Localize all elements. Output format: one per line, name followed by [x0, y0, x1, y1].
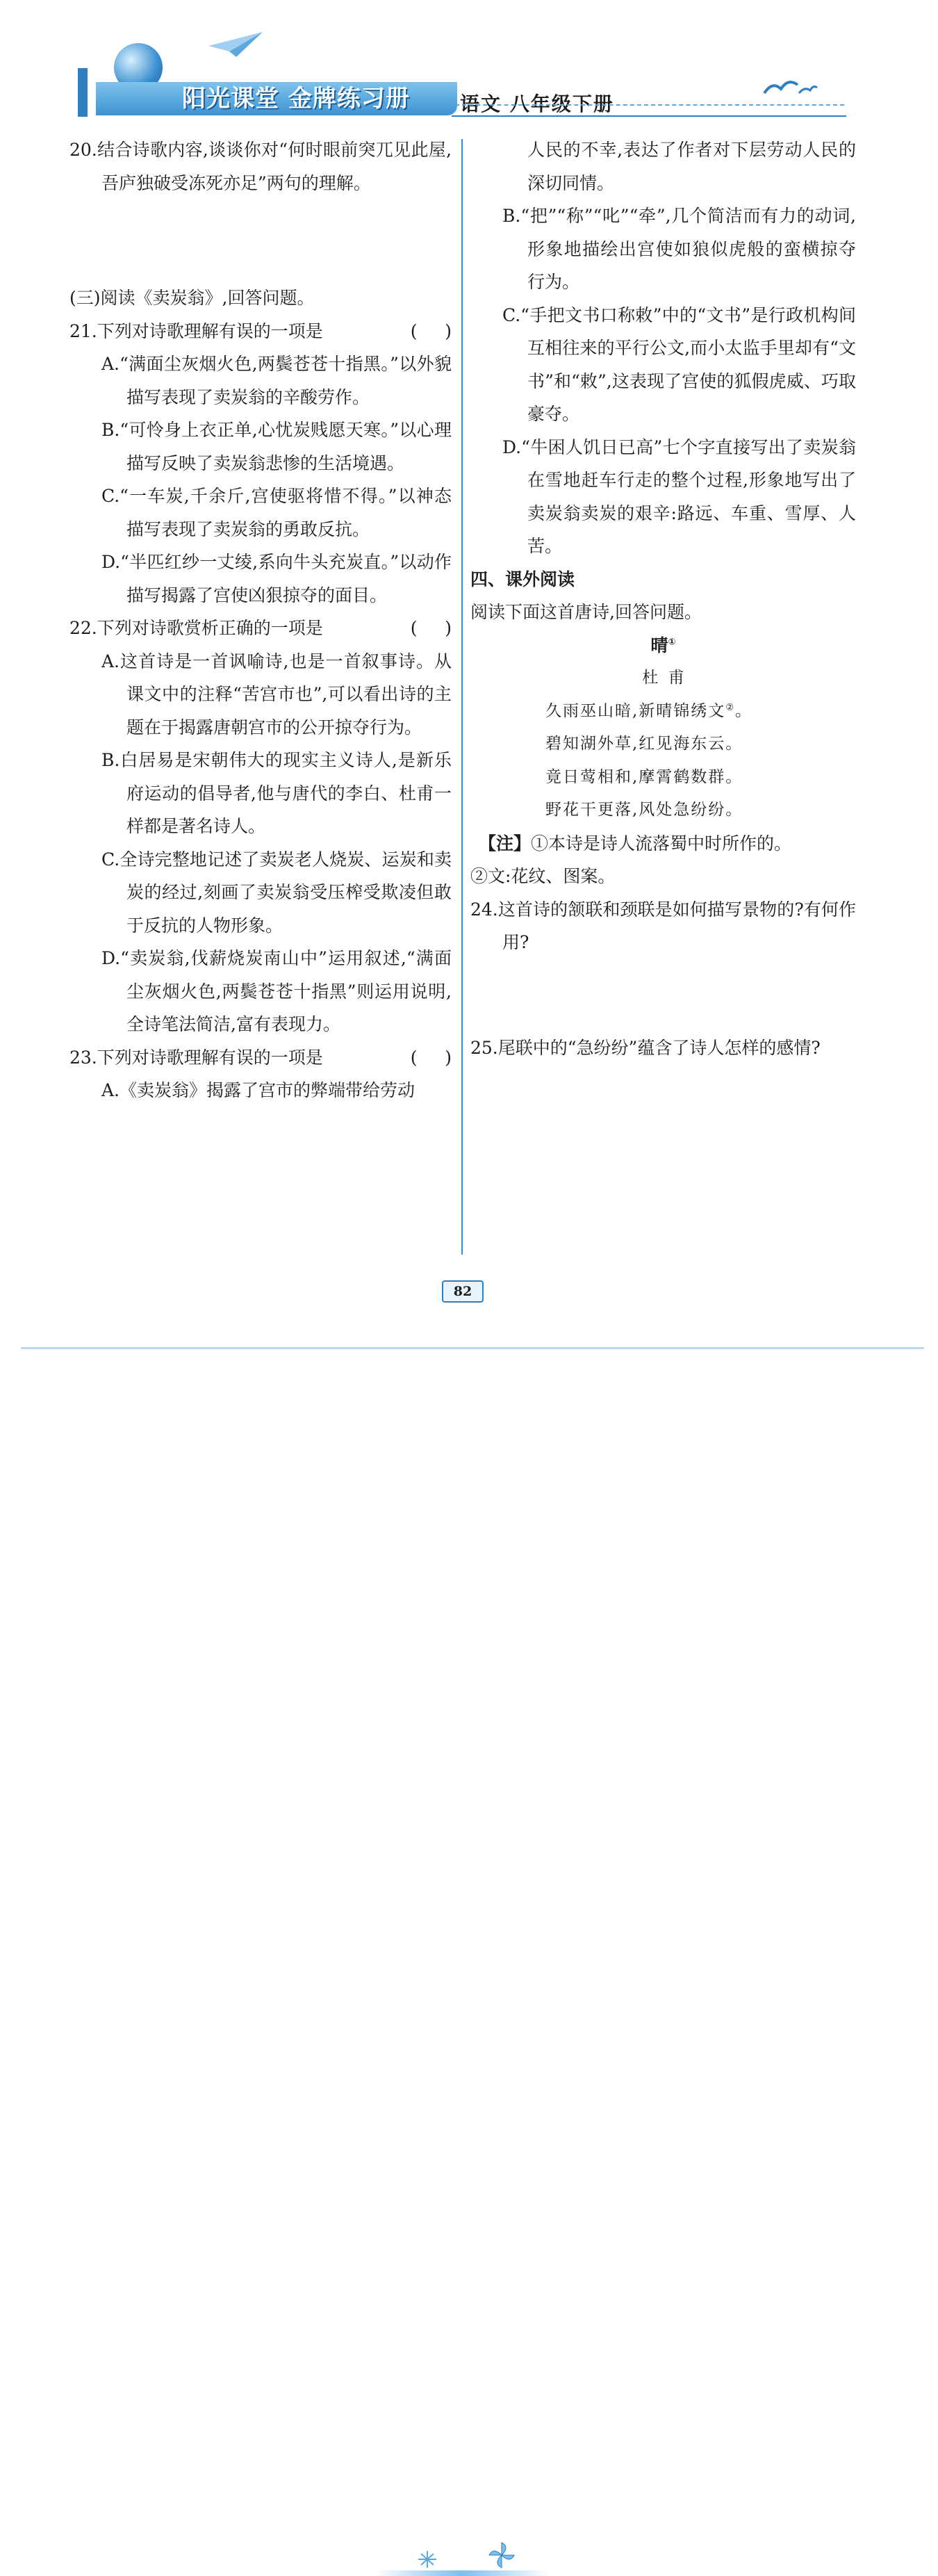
column-divider: [461, 139, 463, 1255]
question-21-option-d: D.“半匹红纱一丈绫,系向牛头充炭直。”以动作描写揭露了宫使凶狠掠夺的面目。: [101, 552, 452, 605]
question-21-option-b: B.“可怜身上衣正单,心忧炭贱愿天寒。”以心理描写反映了卖炭翁悲惨的生活境遇。: [101, 420, 452, 473]
section-3-heading: (三)阅读《卖炭翁》,回答问题。: [69, 288, 315, 308]
series-title: 阳光课堂 金牌练习册: [182, 85, 410, 113]
poem-title-note: ①: [668, 637, 676, 648]
page-number: 82: [442, 1280, 484, 1303]
answer-space-20: [69, 199, 452, 282]
question-21-option-a: A.“满面尘灰烟火色,两鬓苍苍十指黑。”以外貌描写表现了卖炭翁的辛酸劳作。: [101, 354, 452, 407]
header-accent-bar: [78, 68, 88, 117]
footer-star-icon: [415, 2550, 439, 2569]
question-23-text: 23.下列对诗歌理解有误的一项是: [69, 1047, 323, 1068]
poem-line-1-end: 。: [734, 701, 752, 720]
right-column: [470, 133, 856, 1064]
pinwheel-icon: [486, 2541, 518, 2569]
question-24: 24.这首诗的颔联和颈联是如何描写景物的?有何作用?: [470, 899, 856, 952]
footer-wave-decoration: [375, 2570, 549, 2576]
answer-space-24: [470, 959, 856, 1032]
paper-plane-icon: [208, 31, 264, 58]
question-22-option-b: B.白居易是宋朝伟大的现实主义诗人,是新乐府运动的倡导者,他与唐代的李白、杜甫一样都是著名诗人。: [101, 750, 452, 836]
question-22-option-a: A.这首诗是一首讽喻诗,也是一首叙事诗。从课文中的注释“苦宫市也”,可以看出诗的主题在于揭露唐朝宫市的公开掠夺行为。: [101, 651, 452, 737]
poem-line-1-note: ②: [725, 701, 735, 712]
poem-title-text: 晴: [650, 635, 668, 655]
question-25: 25.尾联中的“急纷纷”蕴含了诗人怎样的感情?: [470, 1037, 821, 1058]
question-22-text: 22.下列对诗歌赏析正确的一项是: [69, 618, 323, 638]
bottom-rule: [21, 1347, 924, 1349]
question-23-option-c: C.“手把文书口称敕”中的“文书”是行政机构间互相往来的平行公文,而小太监手里却有“文书”和“敕”,这表现了宫使的狐假虎威、巧取豪夺。: [502, 304, 856, 424]
question-21-option-c: C.“一车炭,千余斤,宫使驱将惜不得。”以神态描写表现了卖炭翁的勇敢反抗。: [101, 486, 452, 539]
question-23-option-a-end: 人民的不幸,表达了作者对下层劳动人民的深切同情。: [527, 140, 856, 193]
poem-line-4: 野花干更落,风处急纷纷。: [545, 801, 743, 819]
question-23-stem: [69, 1041, 452, 1075]
question-22-option-d: D.“卖炭翁,伐薪烧炭南山中”运用叙述,“满面尘灰烟火色,两鬓苍苍十指黑”则运用说明,全诗笔法简洁,富有表现力。: [101, 948, 452, 1034]
question-23-option-a-start: A.《卖炭翁》揭露了宫市的弊端带给劳动: [101, 1080, 415, 1100]
reading-intro: 阅读下面这首唐诗,回答问题。: [470, 602, 702, 622]
page-header: [0, 0, 938, 132]
question-22-option-c: C.全诗完整地记述了卖炭老人烧炭、运炭和卖炭的经过,刻画了卖炭翁受压榨受欺凌但敢于反抗的人物形象。: [101, 849, 452, 936]
section-4-heading: 四、课外阅读: [470, 569, 575, 589]
poem-author: 杜 甫: [642, 669, 684, 687]
poem-line-1-text: 久雨巫山暗,新晴锦绣文: [545, 701, 726, 720]
poem-line-3: 竟日莺相和,摩霄鹤数群。: [545, 767, 743, 786]
answer-bracket-23: ( ): [410, 1047, 452, 1068]
left-column: [69, 133, 452, 1107]
note-text-2: ②文:花纹、图案。: [470, 866, 616, 886]
answer-bracket-21: ( ): [410, 320, 452, 341]
note-label: 【注】: [479, 833, 532, 854]
poem-line-1: [470, 695, 856, 728]
subject-grade: 语文 八年级下册: [460, 92, 614, 115]
header-dashed-line: [455, 104, 844, 106]
header-rule: [452, 115, 846, 117]
poem-title: [470, 629, 856, 662]
answer-bracket-22: ( ): [410, 618, 452, 638]
seagull-icon: [763, 75, 818, 99]
question-20: 20.结合诗歌内容,谈谈你对“何时眼前突兀见此屋,吾庐独破受冻死亦足”两句的理解。: [69, 140, 452, 193]
note-text-1: ①本诗是诗人流落蜀中时所作的。: [531, 833, 792, 854]
question-22-stem: [69, 612, 452, 645]
question-21-text: 21.下列对诗歌理解有误的一项是: [69, 320, 323, 341]
poem-line-2: 碧知湖外草,红见海东云。: [545, 735, 743, 753]
poem-note: [470, 827, 856, 861]
question-21-stem: [69, 315, 452, 348]
question-23-option-d: D.“牛困人饥日已高”七个字直接写出了卖炭翁在雪地赶车行走的整个过程,形象地写出了卖炭翁卖炭的艰辛:路远、车重、雪厚、人苦。: [502, 437, 856, 556]
question-23-option-b: B.“把”“称”“叱”“牵”,几个简洁而有力的动词,形象地描绘出宫使如狼似虎般的蛮横掠夺行为。: [502, 206, 856, 292]
